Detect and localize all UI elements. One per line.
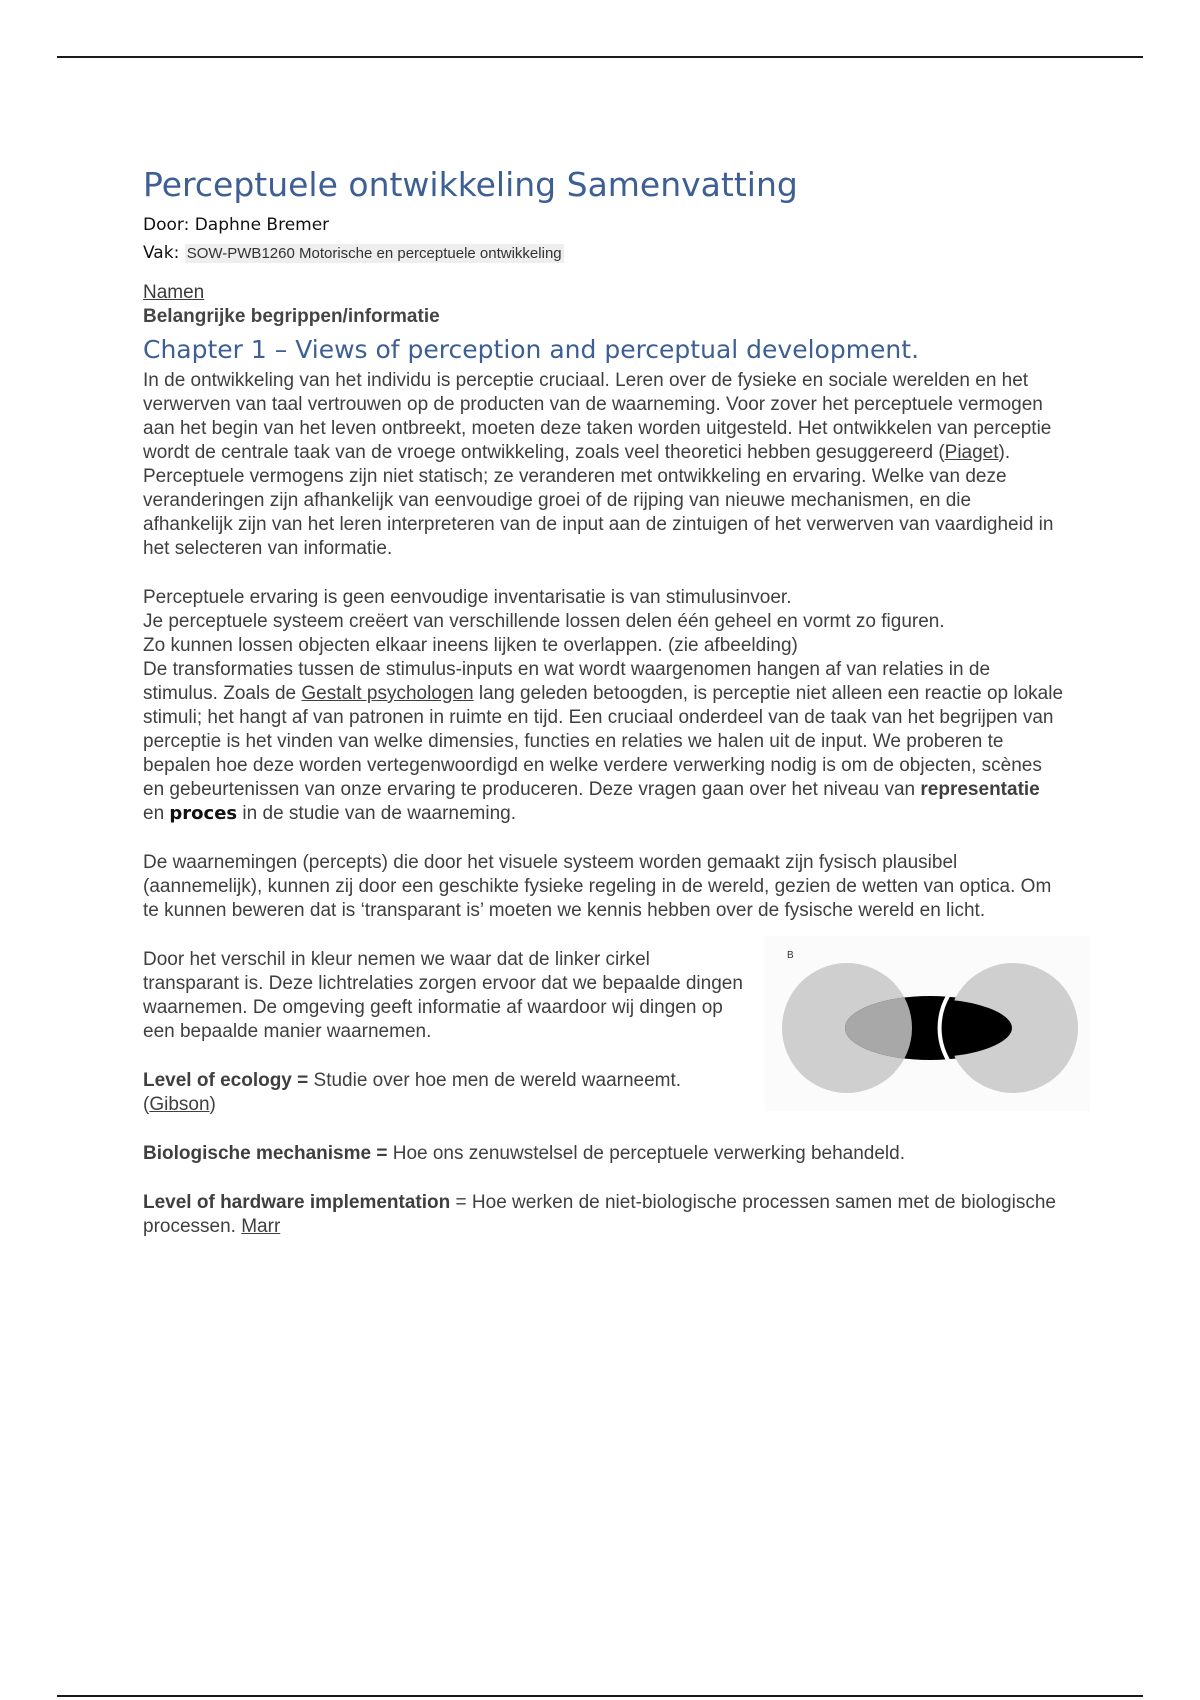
- level-of-hardware: Level of hardware implementation = Hoe werken de niet-biologische processen samen met de biologische processen. Marr: [143, 1192, 1056, 1237]
- header-rule: [57, 56, 1143, 58]
- paragraph-3-line-1: Perceptuele ervaring is geen eenvoudige inventarisatie is van stimulusinvoer.: [143, 587, 792, 608]
- course-name: SOW-PWB1260 Motorische en perceptuele ontwikkeling: [186, 245, 562, 262]
- paragraph-3: De transformaties tussen de stimulus-inputs en wat wordt waargenomen hangen af van relaties in de stimulus. Zoals de Gestalt psychologen lang geleden betoogden, is perceptie niet alleen een reactie op lokale stimuli; het hangt af van patronen in ruimte en tijd. Een cruciaal onderdeel van de taak van het begrijpen van perceptie is het vinden van welke dimensies, functies en relaties we halen uit de input. We proberen te bepalen hoe deze worden vertegenwoordigd en welke verdere verwerking nodig is om de objecten, scènes en gebeurtenissen van onze ervaring te produceren. Deze vragen gaan over het niveau van representatie en proces in de studie van de waarneming.: [143, 659, 1064, 824]
- term-hardware-implementation: Level of hardware implementation: [143, 1192, 451, 1213]
- term-proces: proces: [169, 803, 238, 824]
- name-gibson: Gibson: [149, 1094, 210, 1115]
- page-content: [143, 164, 1063, 1239]
- term-representatie: representatie: [920, 779, 1040, 800]
- paragraph-3-line-3: Zo kunnen lossen objecten elkaar ineens lijken te overlappen. (zie afbeelding): [143, 635, 798, 656]
- paragraph-2: Perceptuele vermogens zijn niet statisch; ze veranderen met ontwikkeling en ervaring. Welke van deze veranderingen zijn afhankelijk van eenvoudige groei of de rijping van nieuwe mechanismen, en die afhankelijk zijn van het leren interpreteren van de input aan de zintuigen of het verwerven van vaardigheid in het selecteren van informatie.: [143, 466, 1054, 559]
- course-label: Vak:: [143, 243, 180, 263]
- author-name: Daphne Bremer: [194, 215, 330, 235]
- author-label: Door:: [143, 215, 190, 235]
- transparency-illustration: [765, 936, 1090, 1111]
- footer-rule: [57, 1695, 1143, 1697]
- legend-concepts: Belangrijke begrippen/informatie: [143, 306, 440, 327]
- figure-section: Door het verschil in kleur nemen we waar dat de linker cirkel transparant is. Deze lichtrelaties zorgen ervoor dat we bepaalde dingen waarnemen. De omgeving geeft informatie af waardoor wij dingen op een bepaalde manier waarnemen. Level of ecology = Studie over hoe men de wereld waarneemt. (Gibson) B: [143, 948, 1063, 1117]
- name-marr: Marr: [241, 1216, 281, 1237]
- paragraph-4: De waarnemingen (percepts) die door het visuele systeem worden gemaakt zijn fysisch plausibel (aannemelijk), kunnen zij door een geschikte fysieke regeling in de wereld, gezien de wetten van optica. Om te kunnen beweren dat is ‘transparant is’ moeten we kennis hebben over de fysische wereld en licht.: [143, 852, 1052, 921]
- name-piaget: Piaget: [944, 442, 999, 463]
- course-line: [143, 240, 1063, 267]
- document-title: Perceptuele ontwikkeling Samenvatting: [143, 165, 798, 204]
- level-of-ecology: Level of ecology = Studie over hoe men de wereld waarneemt.: [143, 1070, 682, 1091]
- term-biologische-mechanisme: Biologische mechanisme =: [143, 1143, 388, 1164]
- paragraph-1: In de ontwikkeling van het individu is perceptie cruciaal. Leren over de fysieke en sociale werelden en het verwerven van taal vertrouwen op de producten van de waarneming. Voor zover het perceptuele vermogen aan het begin van het leven ontbreekt, moeten deze taken worden uitgesteld. Het ontwikkelen van perceptie wordt de centrale taak van de vroege ontwikkeling, zoals veel theoretici hebben gesuggereerd (Piaget).: [143, 370, 1052, 463]
- paragraph-5: Door het verschil in kleur nemen we waar dat de linker cirkel transparant is. Deze lichtrelaties zorgen ervoor dat we bepaalde dingen waarnemen. De omgeving geeft informatie af waardoor wij dingen op een bepaalde manier waarnemen.: [143, 949, 743, 1042]
- biologische-mechanisme: Biologische mechanisme = Hoe ons zenuwstelsel de perceptuele verwerking behandeld.: [143, 1143, 905, 1164]
- transparency-figure: [765, 936, 1090, 1111]
- figure-label: B: [787, 950, 794, 961]
- author-line: [143, 212, 1063, 238]
- name-gestalt: Gestalt psychologen: [301, 683, 474, 704]
- paragraph-3-line-2: Je perceptuele systeem creëert van verschillende lossen delen één geheel en vormt zo figuren.: [143, 611, 945, 632]
- term-level-of-ecology: Level of ecology =: [143, 1070, 309, 1091]
- chapter-heading: Chapter 1 – Views of perception and perceptual development.: [143, 335, 920, 364]
- legend-names: Namen: [143, 282, 205, 303]
